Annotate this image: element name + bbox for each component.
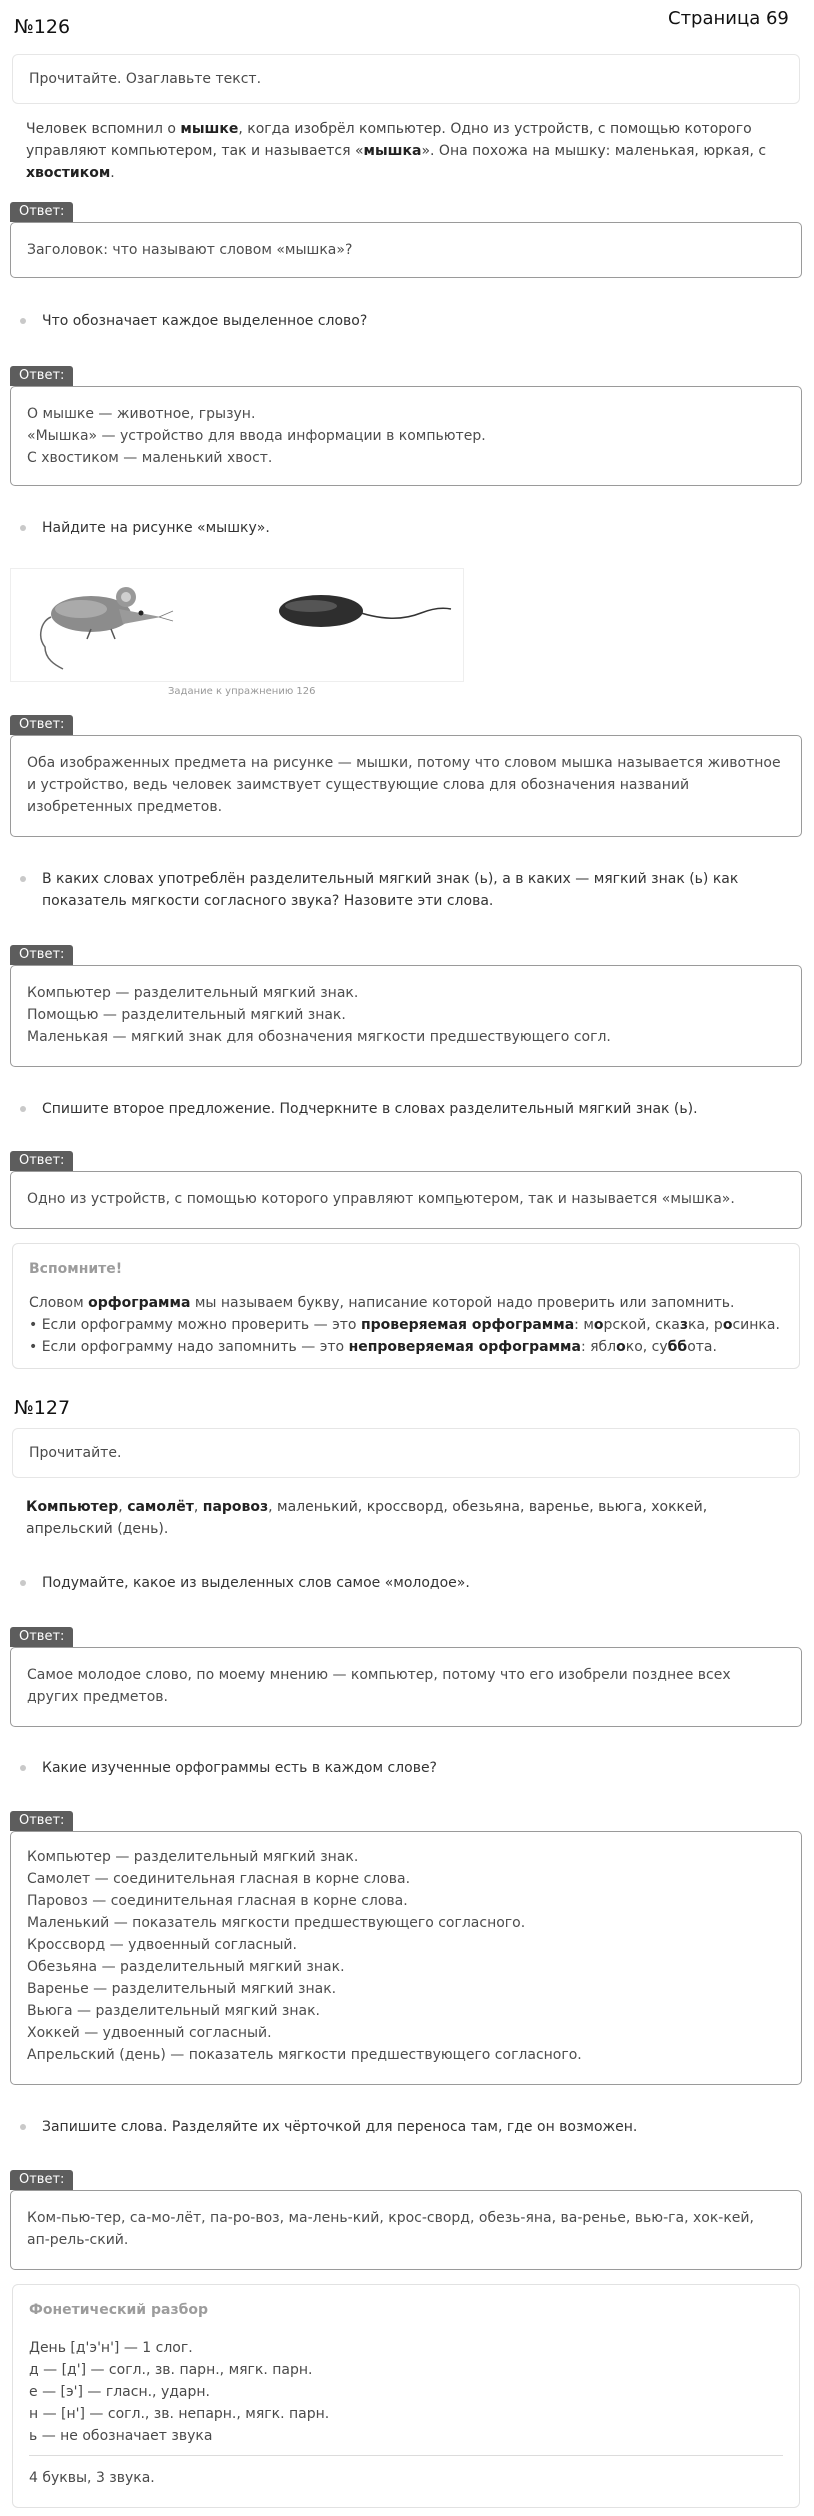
answer-label: Ответ: bbox=[10, 1811, 73, 1831]
answer-box-1 bbox=[10, 222, 802, 278]
answer-line: Кроссворд — удвоенный согласный. bbox=[27, 1937, 297, 1953]
answer-line: Хоккей — удвоенный согласный. bbox=[27, 2025, 272, 2041]
question-text: Спишите второе предложение. Подчеркните в словах разделительный мягкий знак (ь). bbox=[42, 1101, 698, 1117]
answer-label: Ответ: bbox=[10, 366, 73, 386]
phonetic-line: ь — не обозначает звука bbox=[29, 2428, 213, 2444]
question-text-line-1: В каких словах употреблён разделительный мягкий знак (ь), а в каких — мягкий знак (ь) как bbox=[42, 871, 739, 887]
answer-box-2 bbox=[10, 386, 802, 486]
instruction-card bbox=[12, 1428, 800, 1478]
answer-label: Ответ: bbox=[10, 202, 73, 222]
answer-line: Маленький — показатель мягкости предшествующего согласного. bbox=[27, 1915, 526, 1931]
question-text: Подумайте, какое из выделенных слов самое «молодое». bbox=[42, 1575, 470, 1591]
answer-line: Заголовок: что называют словом «мышка»? bbox=[27, 242, 353, 258]
answer-line: Обезьяна — разделительный мягкий знак. bbox=[27, 1959, 345, 1975]
bullet-icon bbox=[20, 876, 26, 882]
answer-line: Помощью — разделительный мягкий знак. bbox=[27, 1007, 346, 1023]
phonetic-line: д — [д'] — согл., зв. парн., мягк. парн. bbox=[29, 2362, 313, 2378]
answer-line: Самое молодое слово, по моему мнению — компьютер, потому что его изобрели позднее всех bbox=[27, 1667, 731, 1683]
animal-mouse-icon bbox=[41, 587, 173, 669]
remember-line-2: • Если орфограмму можно проверить — это проверяемая орфограмма: морской, сказка, росинка. bbox=[29, 1317, 780, 1333]
answer-line: изобретенных предметов. bbox=[27, 799, 223, 815]
instruction-text: Прочитайте. bbox=[29, 1445, 122, 1461]
phonetic-card bbox=[12, 2284, 800, 2508]
answer-box-4 bbox=[10, 965, 802, 1067]
bullet-icon bbox=[20, 1765, 26, 1771]
text-line-2: управляют компьютером, так и называется «мышка». Она похожа на мышку: маленькая, юркая, с bbox=[26, 143, 767, 159]
image-caption: Задание к упражнению 126 bbox=[168, 686, 316, 697]
bullet-icon bbox=[20, 2124, 26, 2130]
remember-card bbox=[12, 1243, 800, 1369]
words-line-1: Компьютер, самолёт, паровоз, маленький, кроссворд, обезьяна, варенье, вьюга, хоккей, bbox=[26, 1499, 708, 1515]
answer-box-5 bbox=[10, 1171, 802, 1229]
answer-line: других предметов. bbox=[27, 1689, 168, 1705]
text-line-3: хвостиком. bbox=[26, 165, 115, 181]
answer-line: Маленькая — мягкий знак для обозначения мягкости предшествующего согл. bbox=[27, 1029, 611, 1045]
answer-line: Вьюга — разделительный мягкий знак. bbox=[27, 2003, 320, 2019]
answer-line: и устройство, ведь человек заимствует существующие слова для обозначения названий bbox=[27, 777, 690, 793]
answer-box-127-1 bbox=[10, 1647, 802, 1727]
exercise-text bbox=[26, 118, 766, 184]
answer-line: Компьютер — разделительный мягкий знак. bbox=[27, 1849, 359, 1865]
answer-line: Апрельский (день) — показатель мягкости предшествующего согласного. bbox=[27, 2047, 582, 2063]
answer-line: О мышке — животное, грызун. bbox=[27, 406, 256, 422]
exercise-number-127: №127 bbox=[14, 1397, 71, 1419]
remember-title: Вспомните! bbox=[29, 1261, 123, 1277]
answer-line: Паровоз — соединительная гласная в корне слова. bbox=[27, 1893, 408, 1909]
answer-box-3 bbox=[10, 735, 802, 837]
instruction-card bbox=[12, 54, 800, 104]
computer-mouse-icon bbox=[279, 595, 451, 627]
question-text: Какие изученные орфограммы есть в каждом слове? bbox=[42, 1760, 437, 1776]
words-line-2: апрельский (день). bbox=[26, 1521, 169, 1537]
answer-line: Компьютер — разделительный мягкий знак. bbox=[27, 985, 359, 1001]
phonetic-line: е — [э'] — гласн., ударн. bbox=[29, 2384, 210, 2400]
remember-line-1: Словом орфограмма мы называем букву, написание которой надо проверить или запомнить. bbox=[29, 1295, 735, 1311]
instruction-text: Прочитайте. Озаглавьте текст. bbox=[29, 71, 262, 87]
question-text-line-2: показатель мягкости согласного звука? Назовите эти слова. bbox=[42, 893, 494, 909]
exercise-number-126: №126 bbox=[14, 16, 71, 38]
bullet-icon bbox=[20, 318, 26, 324]
answer-label: Ответ: bbox=[10, 2170, 73, 2190]
answer-box-127-2 bbox=[10, 1831, 802, 2085]
answer-line: Ком-пью-тер, са-мо-лёт, па-ро-воз, ма-лень-кий, крос-сворд, обезь-яна, ва-ренье, вью-га, хок-кей, bbox=[27, 2210, 754, 2226]
answer-label: Ответ: bbox=[10, 1627, 73, 1647]
answer-line: «Мышка» — устройство для ввода информации в компьютер. bbox=[27, 428, 486, 444]
phonetic-title: Фонетический разбор bbox=[29, 2302, 209, 2318]
bullet-icon bbox=[20, 1106, 26, 1112]
answer-line: С хвостиком — маленький хвост. bbox=[27, 450, 273, 466]
page-label: Страница 69 bbox=[668, 8, 789, 29]
answer-label: Ответ: bbox=[10, 1151, 73, 1171]
divider bbox=[29, 2455, 783, 2456]
text-line-1: Человек вспомнил о мышке, когда изобрёл компьютер. Одно из устройств, с помощью которого bbox=[26, 121, 752, 137]
phonetic-line: День [д'э'н'] — 1 слог. bbox=[29, 2340, 193, 2356]
words-list bbox=[26, 1496, 707, 1540]
exercise-image bbox=[10, 568, 464, 682]
answer-line: Одно из устройств, с помощью которого управляют компьютером, так и называется «мышка». bbox=[27, 1191, 735, 1207]
answer-line: ап-рель-ский. bbox=[27, 2232, 129, 2248]
answer-label: Ответ: bbox=[10, 945, 73, 965]
phonetic-line: н — [н'] — согл., зв. непарн., мягк. парн. bbox=[29, 2406, 330, 2422]
mouse-illustration bbox=[11, 569, 463, 681]
answer-line: Оба изображенных предмета на рисунке — мышки, потому что словом мышка называется животное bbox=[27, 755, 781, 771]
remember-line-3: • Если орфограмму надо запомнить — это непроверяемая орфограмма: яблоко, суббота. bbox=[29, 1339, 717, 1355]
question-text: Найдите на рисунке «мышку». bbox=[42, 520, 270, 536]
answer-line: Самолет — соединительная гласная в корне слова. bbox=[27, 1871, 411, 1887]
answer-box-127-3 bbox=[10, 2190, 802, 2270]
bullet-icon bbox=[20, 1580, 26, 1586]
bullet-icon bbox=[20, 525, 26, 531]
question-text: Запишите слова. Разделяйте их чёрточкой для переноса там, где он возможен. bbox=[42, 2119, 638, 2135]
question-text: Что обозначает каждое выделенное слово? bbox=[42, 313, 368, 329]
phonetic-summary: 4 буквы, 3 звука. bbox=[29, 2470, 155, 2486]
answer-label: Ответ: bbox=[10, 715, 73, 735]
answer-line: Варенье — разделительный мягкий знак. bbox=[27, 1981, 337, 1997]
